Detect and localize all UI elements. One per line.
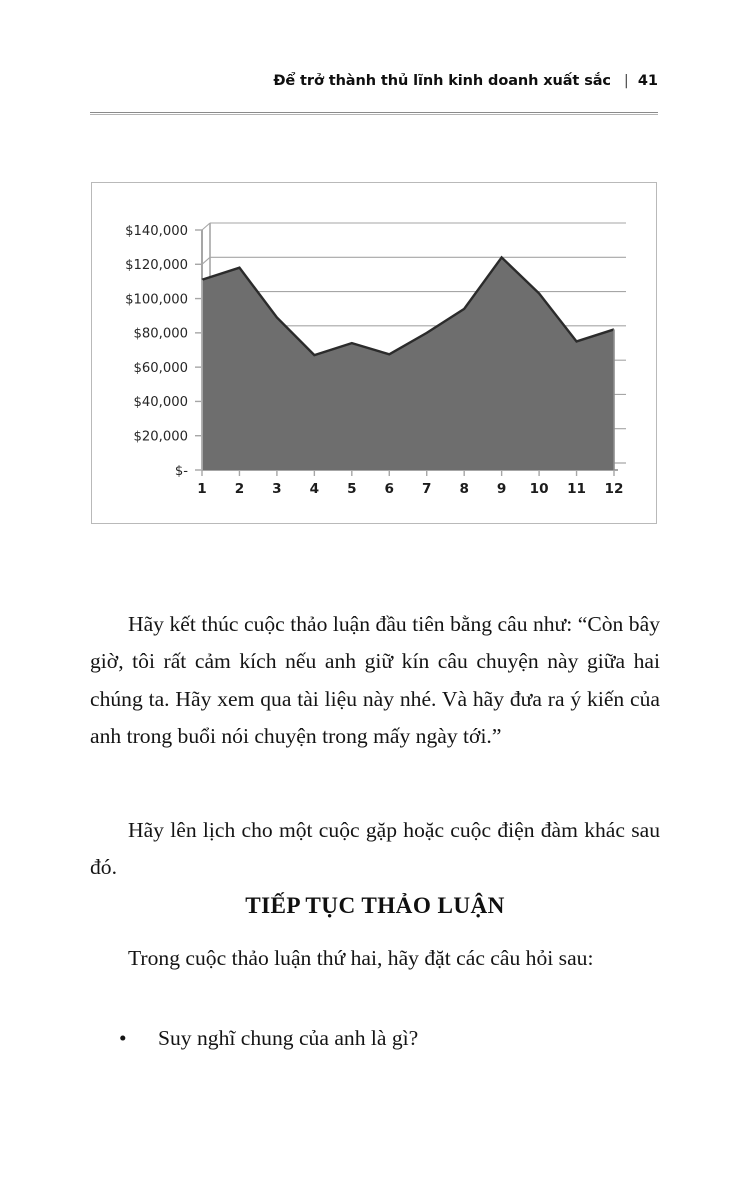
x-axis-tick-label: 11: [567, 481, 587, 497]
y-axis-tick-label: $60,000: [133, 360, 188, 376]
x-axis-tick-label: 5: [347, 481, 357, 497]
x-axis-tick-label: 12: [604, 481, 624, 497]
paragraph-block-3: [90, 940, 660, 977]
x-axis-tick-label: 4: [309, 481, 320, 497]
chart-figure-frame: [91, 182, 657, 524]
question-bullet-list: [90, 1020, 660, 1057]
x-axis-tick-label: 10: [529, 481, 549, 497]
y-axis-tick-label: $100,000: [125, 292, 188, 308]
x-axis-tick-label: 6: [384, 481, 395, 497]
bullet-marker-icon: •: [119, 1026, 127, 1050]
paragraph-1: Hãy kết thúc cuộc thảo luận đầu tiên bằng câu như: “Còn bây giờ, tôi rất cảm kích nếu anh giữ kín câu chuyện này giữa hai chúng ta. Hãy xem qua tài liệu này nhé. Và hãy đưa ra ý kiến của anh trong buổi nói chuyện trong mấy ngày tới.”: [90, 612, 660, 749]
gridline-depth-edge: [202, 257, 210, 264]
gridline-depth-edge: [202, 223, 210, 230]
page-number: 41: [637, 73, 658, 89]
chart-series-group: [202, 257, 614, 470]
y-axis-tick-label: $20,000: [133, 429, 188, 445]
x-axis-tick-label: 7: [421, 481, 432, 497]
x-axis-tick-label: 8: [459, 481, 469, 497]
y-axis-tick-label: $140,000: [125, 223, 188, 239]
paragraph-2: Hãy lên lịch cho một cuộc gặp hoặc cuộc điện đàm khác sau đó.: [90, 818, 660, 880]
area-series-fill: [202, 257, 614, 470]
y-axis-tick-label: $80,000: [133, 326, 188, 342]
section-subheading: TIẾP TỤC THẢO LUẬN: [245, 893, 505, 919]
running-header: [0, 72, 748, 90]
y-axis-tick-label: $120,000: [125, 258, 188, 274]
x-axis-tick-label: 3: [272, 481, 282, 497]
chart-y-axis-labels: [125, 224, 188, 479]
y-axis-tick-label: $40,000: [133, 395, 188, 411]
header-divider-rule: [90, 112, 658, 115]
bullet-list: [90, 1020, 660, 1057]
paragraph-block-1: [90, 606, 660, 756]
area-chart: [92, 183, 656, 523]
header-separator: |: [623, 73, 629, 89]
book-title: Để trở thành thủ lĩnh kinh doanh xuất sắc: [273, 73, 611, 89]
paragraph-3: Trong cuộc thảo luận thứ hai, hãy đặt các câu hỏi sau:: [128, 946, 594, 970]
list-item-label: Suy nghĩ chung của anh là gì?: [158, 1026, 419, 1050]
x-axis-tick-label: 1: [197, 481, 207, 497]
section-subheading-block: [90, 893, 660, 920]
chart-x-axis-labels: [197, 481, 623, 497]
y-axis-tick-label: $-: [174, 463, 188, 479]
paragraph-block-2: [90, 812, 660, 887]
list-item: [90, 1020, 660, 1057]
x-axis-tick-label: 2: [234, 481, 245, 497]
x-axis-tick-label: 9: [496, 481, 507, 497]
